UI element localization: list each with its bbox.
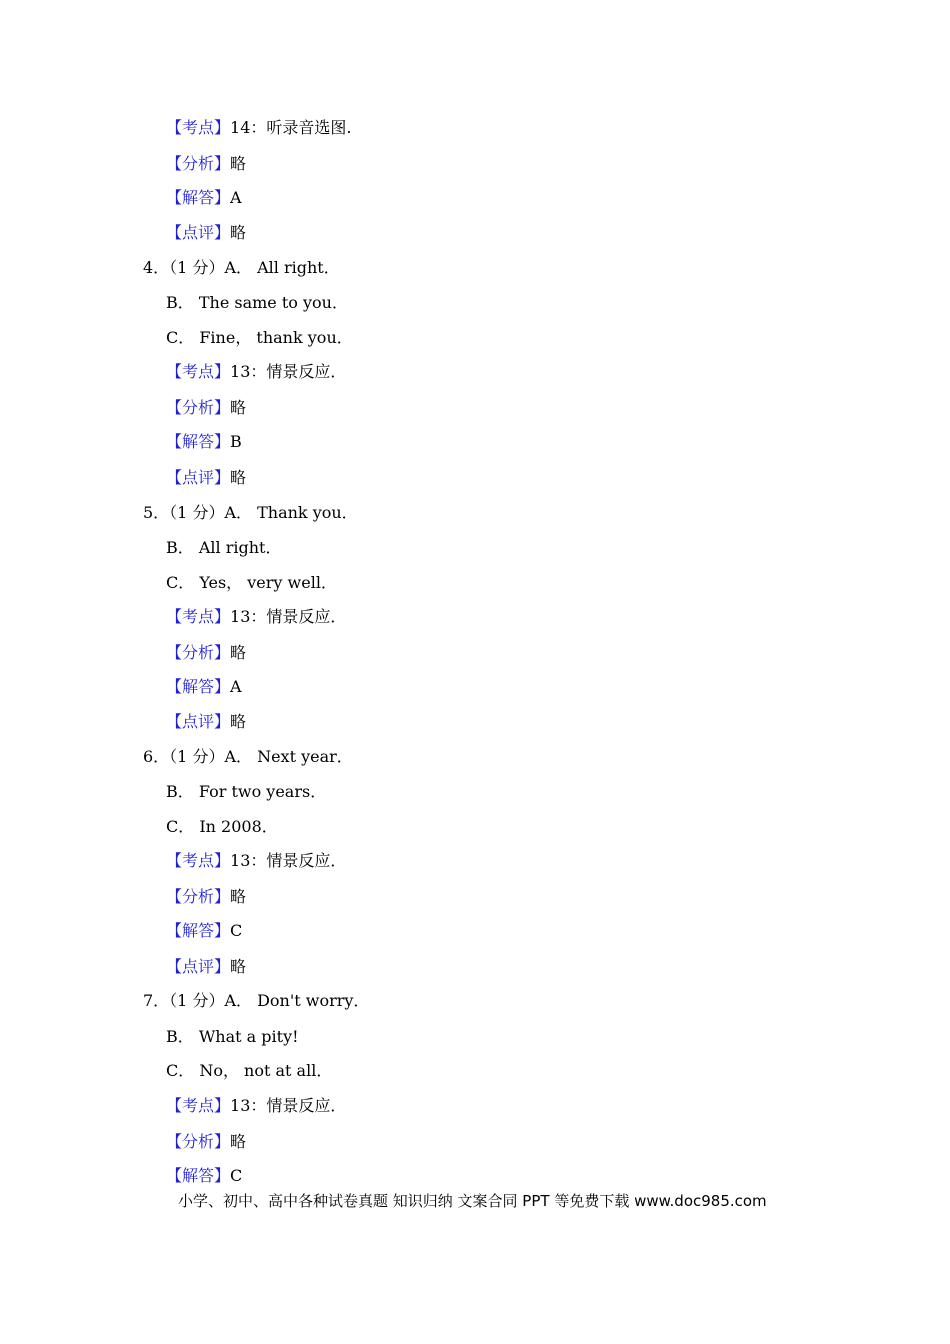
option-b: B． All right． bbox=[166, 538, 282, 557]
dianping-text: 略 bbox=[230, 712, 247, 731]
dianping-tag: 【点评】 bbox=[166, 223, 231, 242]
kaodian-text: 13：情景反应． bbox=[230, 607, 347, 626]
fenxi-text: 略 bbox=[230, 643, 247, 662]
jieda-tag: 【解答】 bbox=[166, 432, 231, 451]
dianping-text: 略 bbox=[230, 223, 247, 242]
fenxi-line bbox=[166, 1132, 246, 1152]
jieda-text: B bbox=[230, 432, 242, 451]
fenxi-text: 略 bbox=[230, 1132, 247, 1151]
kaodian-tag: 【考点】 bbox=[166, 118, 231, 137]
dianping-line bbox=[166, 712, 246, 732]
fenxi-tag: 【分析】 bbox=[166, 1132, 231, 1151]
fenxi-line bbox=[166, 154, 246, 174]
kaodian-line bbox=[166, 118, 351, 138]
option-c: C． Fine， thank you． bbox=[166, 328, 353, 347]
fenxi-tag: 【分析】 bbox=[166, 154, 231, 173]
option-b: B． The same to you． bbox=[166, 293, 348, 312]
fenxi-line bbox=[166, 887, 246, 907]
kaodian-line bbox=[166, 362, 346, 382]
kaodian-text: 13：情景反应． bbox=[230, 851, 347, 870]
kaodian-text: 13：情景反应． bbox=[230, 362, 347, 381]
jieda-line bbox=[166, 432, 242, 452]
fenxi-text: 略 bbox=[230, 887, 247, 906]
option-b: B． For two years． bbox=[166, 782, 327, 801]
kaodian-text: 13：情景反应． bbox=[230, 1096, 347, 1115]
fenxi-line bbox=[166, 643, 246, 663]
option-c: C． No， not at all． bbox=[166, 1061, 333, 1080]
dianping-line bbox=[166, 223, 246, 243]
jieda-tag: 【解答】 bbox=[166, 1166, 231, 1185]
option-b: B． What a pity! bbox=[166, 1027, 299, 1046]
jieda-line bbox=[166, 921, 242, 941]
jieda-text: A bbox=[230, 677, 242, 696]
kaodian-line bbox=[166, 607, 346, 627]
fenxi-line bbox=[166, 398, 246, 418]
question-stem: 5．（1 分）A． Thank you． bbox=[143, 503, 358, 522]
option-c: C． Yes， very well． bbox=[166, 573, 337, 592]
jieda-text: C bbox=[230, 921, 243, 940]
kaodian-tag: 【考点】 bbox=[166, 1096, 231, 1115]
dianping-text: 略 bbox=[230, 468, 247, 487]
footer-ad-text: 小学、初中、高中各种试卷真题 知识归纳 文案合同 PPT 等免费下载 www.doc985.com bbox=[178, 1192, 767, 1210]
kaodian-tag: 【考点】 bbox=[166, 607, 231, 626]
jieda-text: A bbox=[230, 188, 242, 207]
jieda-text: C bbox=[230, 1166, 243, 1185]
question-stem: 4．（1 分）A． All right． bbox=[143, 258, 340, 277]
fenxi-tag: 【分析】 bbox=[166, 398, 231, 417]
jieda-line bbox=[166, 188, 242, 208]
fenxi-tag: 【分析】 bbox=[166, 887, 231, 906]
kaodian-tag: 【考点】 bbox=[166, 851, 231, 870]
question-stem: 7．（1 分）A． Don't worry． bbox=[143, 991, 370, 1010]
fenxi-text: 略 bbox=[230, 398, 247, 417]
dianping-tag: 【点评】 bbox=[166, 957, 231, 976]
kaodian-tag: 【考点】 bbox=[166, 362, 231, 381]
kaodian-text: 14：听录音选图. bbox=[230, 118, 352, 137]
jieda-line bbox=[166, 677, 242, 697]
fenxi-text: 略 bbox=[230, 154, 247, 173]
jieda-tag: 【解答】 bbox=[166, 921, 231, 940]
option-c: C． In 2008． bbox=[166, 817, 278, 836]
dianping-text: 略 bbox=[230, 957, 247, 976]
dianping-line bbox=[166, 468, 246, 488]
jieda-tag: 【解答】 bbox=[166, 188, 231, 207]
dianping-tag: 【点评】 bbox=[166, 468, 231, 487]
kaodian-line bbox=[166, 851, 346, 871]
dianping-tag: 【点评】 bbox=[166, 712, 231, 731]
dianping-line bbox=[166, 957, 246, 977]
jieda-tag: 【解答】 bbox=[166, 677, 231, 696]
kaodian-line bbox=[166, 1096, 346, 1116]
question-stem: 6．（1 分）A． Next year． bbox=[143, 747, 353, 766]
fenxi-tag: 【分析】 bbox=[166, 643, 231, 662]
jieda-line bbox=[166, 1166, 242, 1186]
